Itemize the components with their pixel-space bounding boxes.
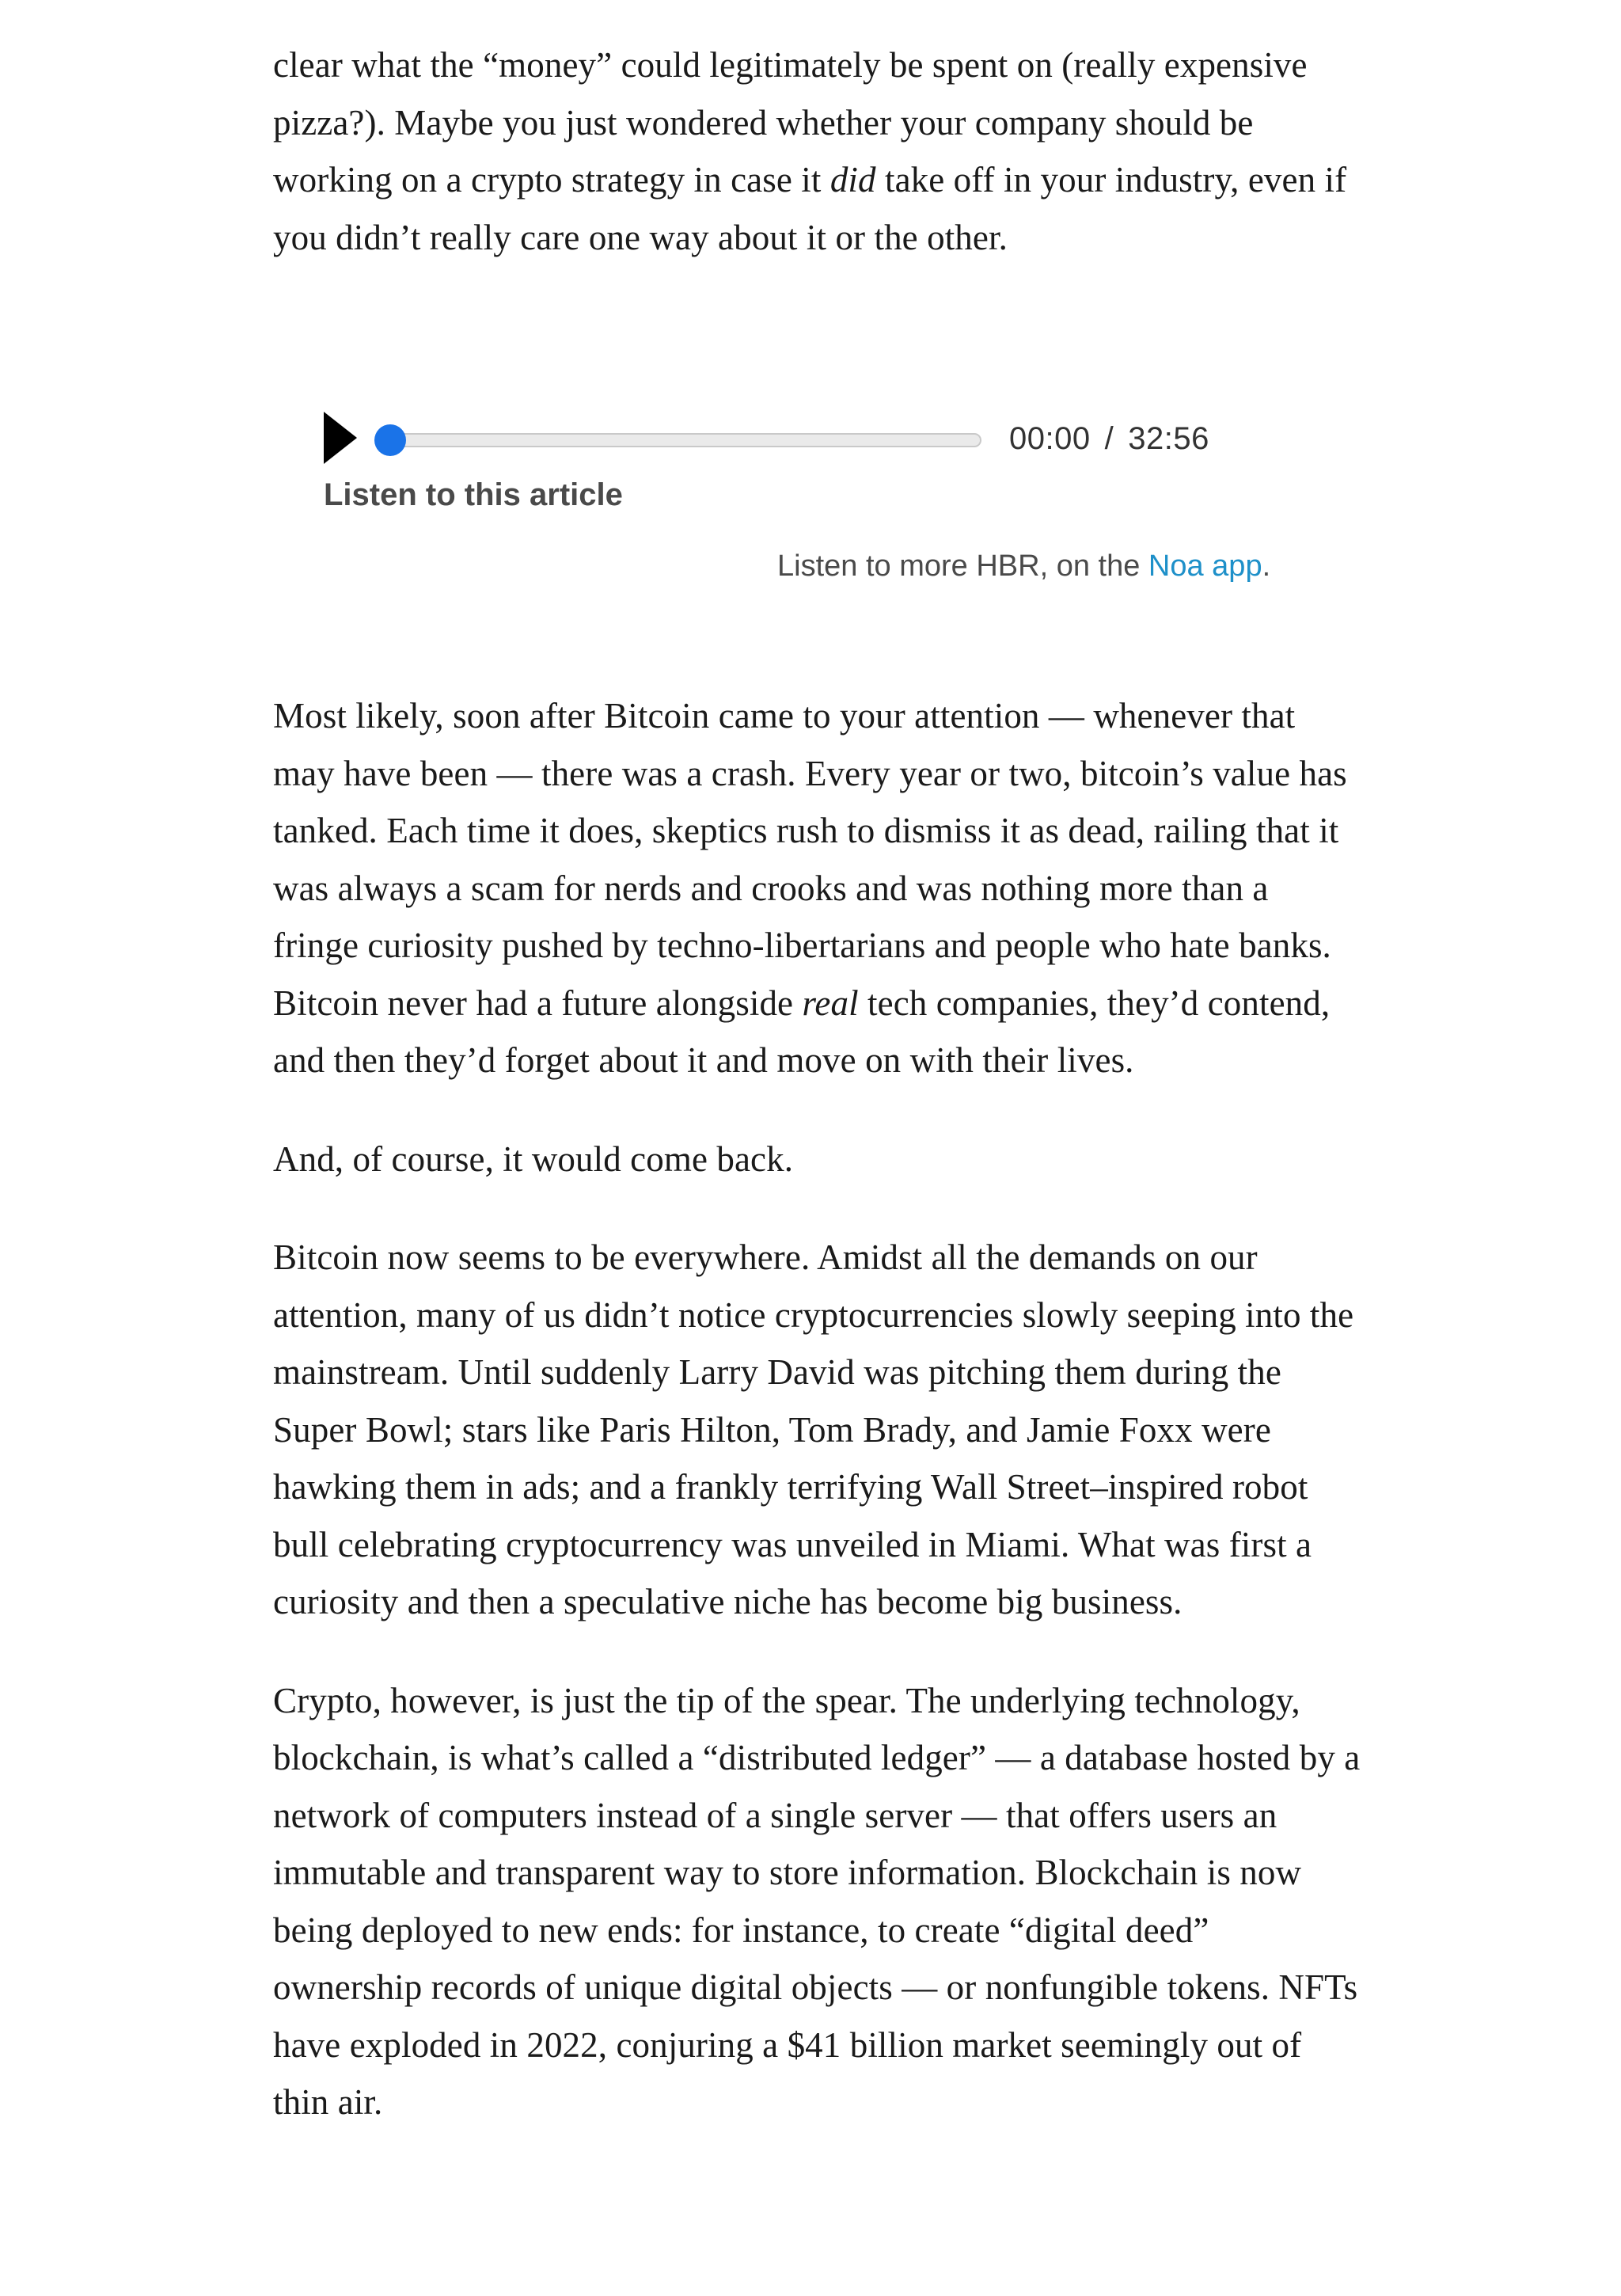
audio-time-separator: /	[1104, 421, 1114, 456]
audio-time-readout	[1009, 418, 1209, 459]
audio-progress-track[interactable]	[376, 433, 981, 447]
intro-emphasis: did	[829, 160, 876, 200]
audio-progress-thumb[interactable]	[374, 424, 406, 456]
listen-more-suffix: .	[1262, 549, 1271, 583]
intro-text-1: clear what the “money” could legitimately be spent on (really expensive pizza?). Maybe you just wondered whether your company should be working on a crypto strategy in case it	[273, 45, 1308, 200]
paragraph-comeback: And, of course, it would come back.	[273, 1138, 794, 1179]
listen-to-article-label: Listen to this article	[324, 477, 623, 512]
p1-emphasis: real	[802, 983, 859, 1023]
paragraph-bitcoin-crash	[273, 687, 1361, 1089]
audio-duration: 32:56	[1128, 421, 1209, 456]
paragraph-blockchain: Crypto, however, is just the tip of the spear. The underlying technology, blockchain, is what’s called a “distributed ledger” — a database hosted by a network of computers instead of a single server — that offers users an immutable and transparent way to store information. Blockchain is now being deployed to new ends: for instance, to create “digital deed” ownership records of unique digital objects — or nonfungible tokens. NFTs have exploded in 2022, conjuring a $41 billion market seemingly out of thin air.	[273, 1680, 1361, 2122]
noa-app-link[interactable]: Noa app	[1148, 549, 1262, 583]
audio-elapsed-time: 00:00	[1009, 421, 1091, 456]
paragraph-everywhere: Bitcoin now seems to be everywhere. Amidst all the demands on our attention, many of us didn’t notice cryptocurrencies slowly seeping into the mainstream. Until suddenly Larry David was pitching them during the Super Bowl; stars like Paris Hilton, Tom Brady, and Jamie Foxx were hawking them in ads; and a frankly terrifying Wall Street–inspired robot bull celebrating cryptocurrency was unveiled in Miami. What was first a curiosity and then a speculative niche has become big business.	[273, 1237, 1354, 1621]
listen-more-line	[777, 546, 1270, 586]
intro-paragraph	[273, 36, 1361, 266]
article-body-continued	[273, 687, 1361, 2131]
p1-text-2: tech companies, they’d contend, and then they’d forget about it and move on with their lives.	[273, 983, 1331, 1080]
p1-text-1: Most likely, soon after Bitcoin came to your attention — whenever that may have been — there was a crash. Every year or two, bitcoin’s value has tanked. Each time it does, skeptics rush to dismiss it as dead, railing that it was always a scam for nerds and crooks and was nothing more than a fringe curiosity pushed by techno-libertarians and people who hate banks. Bitcoin never had a future alongside	[273, 696, 1347, 1023]
article-body	[273, 36, 1361, 266]
intro-text-2: take off in your industry, even if you didn’t really care one way about it or the other.	[273, 160, 1347, 257]
play-icon[interactable]	[324, 412, 357, 464]
listen-more-prefix: Listen to more HBR, on the	[777, 549, 1148, 583]
